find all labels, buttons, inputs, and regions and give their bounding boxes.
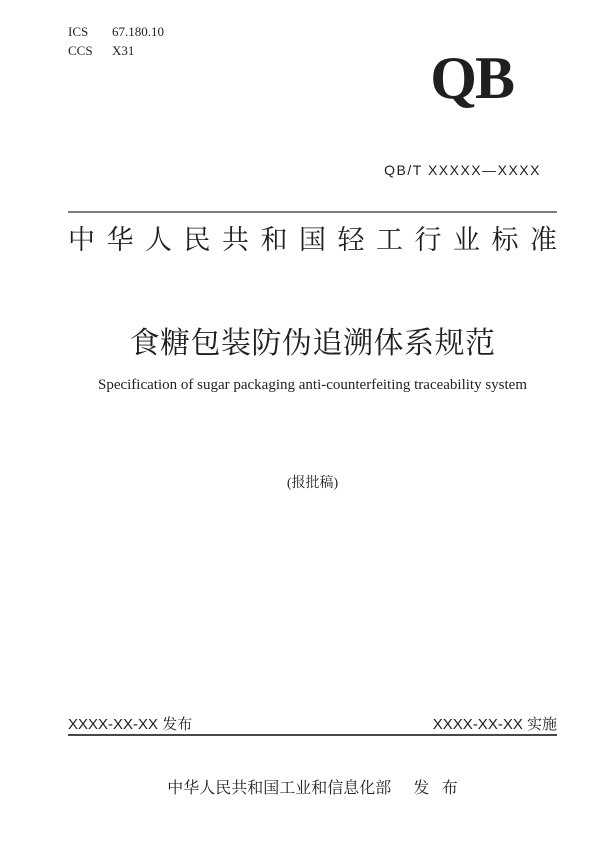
- title-chinese: 食糖包装防伪追溯体系规范: [129, 327, 496, 360]
- release-date: XXXX-XX-XX 发布: [68, 716, 193, 733]
- title-english: Specification of sugar packaging anti-counterfeiting traceability system: [97, 377, 528, 393]
- page-content: [68, 0, 557, 849]
- ccs-label: CCS: [68, 43, 93, 58]
- standard-number: QB/T XXXXX—XXXX: [384, 162, 541, 178]
- dates-row: [68, 713, 557, 734]
- footer-divider-line: [68, 734, 557, 736]
- ics-row: [68, 22, 164, 41]
- ccs-row: [68, 41, 164, 60]
- issuer-row: [68, 775, 557, 798]
- ics-label: ICS: [68, 24, 89, 39]
- header-divider-line: [68, 211, 557, 213]
- draft-stage-note: (报批稿): [286, 476, 339, 491]
- classification-codes: [68, 22, 164, 60]
- qb-logo: QB: [430, 45, 513, 111]
- issuer-name: 中华人民共和国工业和信息化部: [167, 780, 392, 797]
- ics-value: 67.180.10: [112, 24, 164, 39]
- standard-category-heading: 中 华 人 民 共 和 国 轻 工 行 业 标 准: [68, 225, 557, 255]
- issue-action-label: 发 布: [413, 780, 458, 797]
- ccs-value: X31: [112, 43, 135, 58]
- implementation-date: XXXX-XX-XX 实施: [432, 716, 557, 733]
